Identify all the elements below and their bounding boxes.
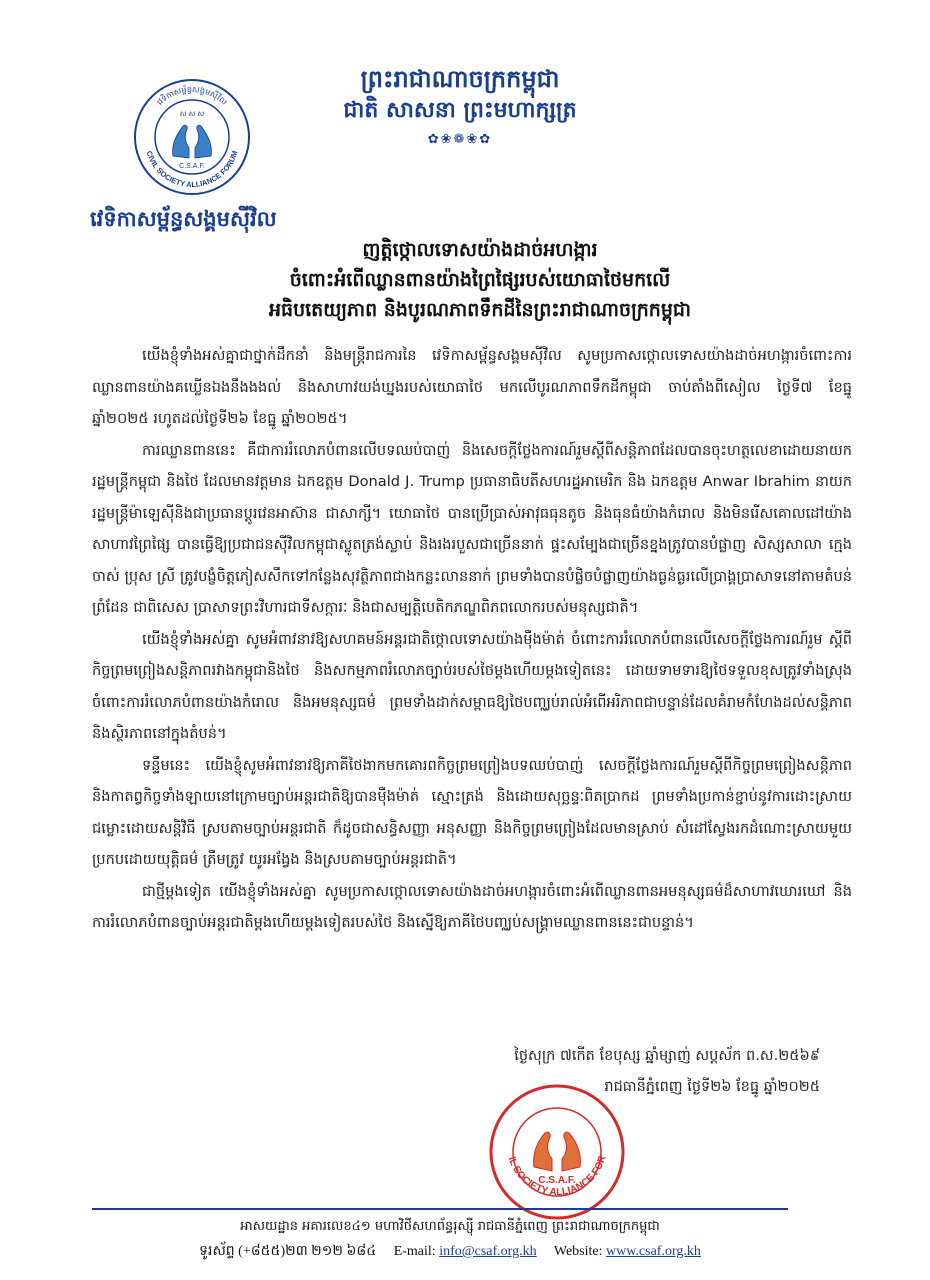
paragraph: ការឈ្លានពាននេះ គឺជាការរំលោភបំពានលើបទឈប់បាញ់ និងសេចក្ដីថ្លែងការណ៍រួមស្តីពីសន្តិភាពដែលបានចុះហត្ថលេខាដោយនាយករដ្ឋមន្ត្រីកម្ពុជា និងថៃ ដែលមានវត្តមាន ឯកឧត្តម Donald J. Trump ប្រធានាធិបតីសហរដ្ឋអាមេរិក និង ឯកឧត្តម Anwar Ibrahim នាយករដ្ឋមន្ត្រីម៉ាឡេស៊ីនិងជាប្រធានប្ដូរវេនអាស៊ាន ជាសាក្សី។ យោធាថៃ បានប្រើប្រាស់អាវុធធុនតូច និងធុនធំយ៉ាងកំរោល និងមិនរើសគោលដៅយ៉ាងសាហាវព្រៃផ្សៃ បានធ្វើឱ្យប្រជាជនស៊ីវិលកម្ពុជាស្លូតត្រង់ស្លាប់ និងរងរបួសជាច្រើននាក់ ផ្ទះសម្បែងជាច្រើនខ្នងត្រូវបានបំផ្លាញ សិស្សសាលា ក្មេងចាស់ ប្រុស ស្រី ត្រូវបង្ខំចិត្តភៀសសឹកទៅកន្លែងសុវត្ថិភាពជាងកន្លះលាននាក់ ព្រមទាំងបានបំផ្លិចបំផ្លាញយ៉ាងធ្ងន់ធ្ងរលើប្រាង្គប្រាសាទនៅតាមតំបន់ព្រំដែន ជាពិសេស ប្រាសាទព្រះវិហារជាទីសក្ការៈ និងជាសម្បត្តិបេតិកភណ្ឌពិភពលោករបស់មនុស្សជាតិ។ <box>92 441 852 616</box>
title-line-3: អធិបតេយ្យភាព និងបូរណភាពទឹកដីនៃព្រះរាជាណាចក្រកម្ពុជា <box>268 299 692 321</box>
organization-name: វេទិកាសម្ព័ន្ធសង្គមស៊ីវិល <box>90 206 277 231</box>
ornament-divider: ✿❀❁❀✿ <box>427 132 493 147</box>
logo-abbr: C.S.A.F. <box>179 163 205 170</box>
footer-address: អាសយដ្ឋាន អគារលេខ៤១ មហាវិថីសហព័ន្ធរុស្ស៊ី រាជធានីភ្នំពេញ ព្រះរាជាណាចក្រកម្ពុជា <box>240 1219 660 1234</box>
statement-body <box>92 340 852 939</box>
paragraph: យើងខ្ញុំទាំងអស់គ្នា សូមអំពាវនាវឱ្យសហគមន៍អន្តរជាតិថ្កោលទោសយ៉ាងម៉ឺងម៉ាត់ ចំពោះការរំលោភបំពានលើសេចក្ដីថ្លែងការណ៍រួម ស្ដីពីកិច្ចព្រមព្រៀងសន្តិភាពរវាងកម្ពុជានិងថៃ និងសកម្មភាពរំលោភច្បាប់របស់ថៃម្ដងហើយម្ដងទៀតនេះ ដោយទាមទារឱ្យថៃទទួលខុសត្រូវទាំងស្រុង ចំពោះការរំលោភបំពានយ៉ាងកំរោល និងអមនុស្សធម៌ ព្រមទាំងដាក់សម្ពាធឱ្យថៃបញ្ឈប់រាល់អំពើអរិភាពជាបន្ទាន់ដែលគំរាមកំហែងដល់សន្តិភាពនិងស្ថិរភាពនៅក្នុងតំបន់។ <box>92 630 852 742</box>
logo-ring-text: CIVIL SOCIETY ALLIANCE FORUM <box>144 149 240 190</box>
svg-text:វេទិកាសម្ព័ន្ធសង្គមស៊ីវិល <box>155 84 229 107</box>
website-label: Website: <box>553 1244 603 1259</box>
national-motto: ជាតិ សាសនា ព្រះមហាក្សត្រ <box>343 97 577 123</box>
organization-logo <box>133 78 251 196</box>
logo-ring-khmer: វេទិកាសម្ព័ន្ធសង្គមស៊ីវិល <box>155 84 229 107</box>
logo-top-text: ស ស ស <box>179 110 205 118</box>
official-seal <box>488 1083 626 1221</box>
seal-abbr: C.S.A.F. <box>538 1175 576 1186</box>
paragraph: យើងខ្ញុំទាំងអស់គ្នាជាថ្នាក់ដឹកនាំ និងមន្ត្រីរាជការនៃ វេទិកាសម្ព័ន្ធសង្គមស៊ីវិល សូមប្រកាសថ្កោលទោសយ៉ាងដាច់អហង្ការចំពោះការឈ្លានពានយ៉ាងគឃ្លើនឯងនឹងងងល់ និងសាហាវយង់ឃ្នងរបស់យោធាថៃ មកលើបូរណភាពទឹកដីកម្ពុជា ចាប់តាំងពីសៀល ថ្ងៃទី៧ ខែធ្នូ ឆ្នាំ២០២៥ រហូតដល់ថ្ងៃទី២៦ ខែធ្នូ ឆ្នាំ២០២៥។ <box>92 347 852 427</box>
seal-ring-text: IL SOCIETY ALLIANCE FOR <box>505 1154 609 1199</box>
kingdom-heading: ព្រះរាជាណាចក្រកម្ពុជា <box>360 64 560 93</box>
paragraph: ទន្ទឹមនេះ យើងខ្ញុំសូមអំពាវនាវឱ្យភាគីថៃងាកមកគោរពកិច្ចព្រមព្រៀងបទឈប់បាញ់ សេចក្ដីថ្លែងការណ៍រួមស្ដីពីកិច្ចព្រមព្រៀងសន្តិភាព និងកាតព្វកិច្ចទាំងឡាយនៅក្រោមច្បាប់អន្តរជាតិឱ្យបានម៉ឺងម៉ាត់ ស្មោះត្រង់ និងដោយសុច្ឆន្ទៈពិតប្រាកដ ព្រមទាំងប្រកាន់ខ្ជាប់នូវការដោះស្រាយ ជម្លោះដោយសន្តិវិធី ស្របតាមច្បាប់អន្តរជាតិ ក៏ដូចជាសន្ធិសញ្ញា អនុសញ្ញា និងកិច្ចព្រមព្រៀងដែលមានស្រាប់ សំដៅស្វែងរកដំណោះស្រាយមួយប្រកបដោយយុត្តិធម៌ ត្រឹមត្រូវ យូរអង្វែង និងស្របតាមច្បាប់អន្តរជាតិ។ <box>92 756 852 868</box>
website-link[interactable]: www.csaf.org.kh <box>606 1244 701 1259</box>
praying-hands-icon <box>173 125 212 158</box>
email-link[interactable]: info@csaf.org.kh <box>439 1244 537 1259</box>
seal-hands-icon <box>534 1132 581 1171</box>
footer-phone: ទូរស័ព្ទ (+៨៥៥)២៣ ២១២ ៦៨៤ <box>199 1244 377 1259</box>
footer-contact <box>90 1241 810 1262</box>
paragraph: ជាថ្មីម្ដងទៀត យើងខ្ញុំទាំងអស់គ្នា សូមប្រកាសថ្កោលទោសយ៉ាងដាច់អហង្ការចំពោះអំពើឈ្លានពានអមនុស្សធម៌ដ៏សាហាវឃោរឃៅ និងការរំលោភបំពានច្បាប់អន្តរជាតិម្ដងហើយម្ដងទៀតរបស់ថៃ និងស្នើឱ្យភាគីថៃបញ្ឈប់សង្គ្រាមឈ្លានពាននេះជាបន្ទាន់។ <box>92 882 852 931</box>
title-line-1: ញត្តិថ្កោលទោសយ៉ាងដាច់អហង្ការ <box>362 239 598 261</box>
title-line-2: ចំពោះអំពើឈ្លានពានយ៉ាងព្រៃផ្សៃរបស់យោធាថៃមកលើ <box>289 269 671 291</box>
solar-date: រាជធានីភ្នំពេញ ថ្ងៃទី២៦ ខែធ្នូ ឆ្នាំ២០២៥ <box>604 1079 820 1095</box>
footer-divider <box>92 1208 788 1210</box>
lunar-date: ថ្ងៃសុក្រ ៧កើត ខែបុស្ស ឆ្នាំម្សាញ់ សប្តស័ក ព.ស.២៥៦៩ <box>514 1048 820 1064</box>
email-label: E-mail: <box>393 1244 436 1259</box>
